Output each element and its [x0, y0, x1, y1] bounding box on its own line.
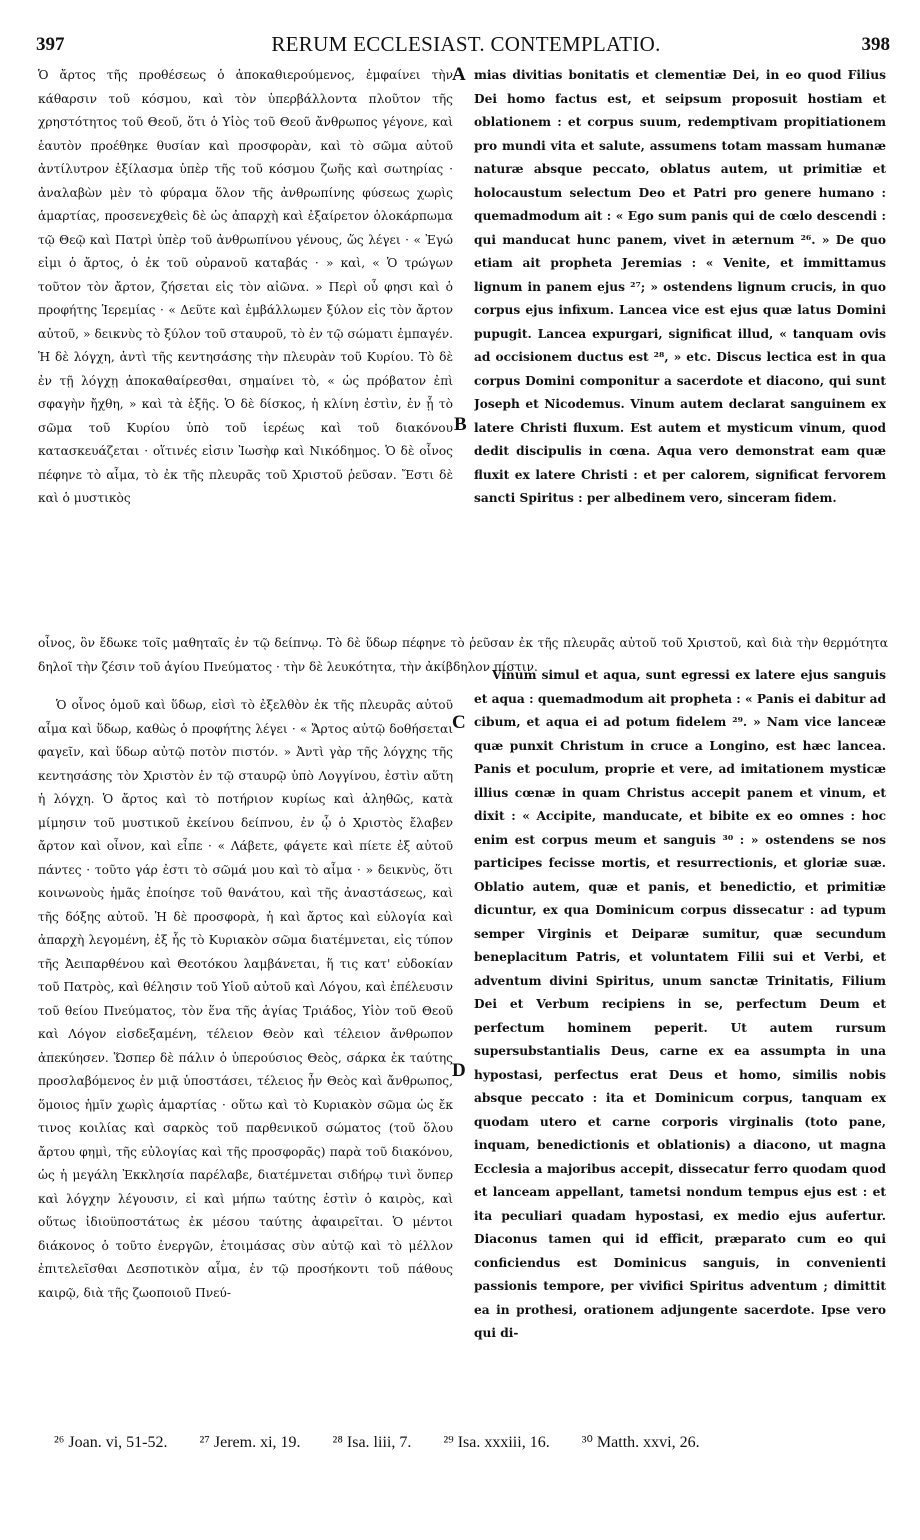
margin-marker-b: B	[454, 414, 467, 435]
footnote-29: ²⁹ Isa. xxxiii, 16.	[443, 1434, 550, 1451]
margin-marker-a: A	[452, 64, 466, 85]
footnote-28: ²⁸ Isa. liii, 7.	[332, 1434, 412, 1451]
latin-paragraph-2: Vinum simul et aqua, sunt egressi ex latere ejus sanguis et aqua : quemadmodum ait propheta : « Panis ei dabitur ad cibum, et aqua ei ad potum fidelem ²⁹. » Nam vice lanceæ quæ punxit Christum in cruce a Longino, est hæc lancea. Panis et poculum, proprie et vere, ad imitationem mysticæ illius cœnæ in quam Christus accepit panem et vinum, et dixit : « Accipite, manducate, et bibite ex eo omnes : hoc enim est corpus meum et sanguis ³⁰ : » ostendens se nos participes fecisse mortis, et resurrectionis, et gloriæ suæ. Oblatio autem, quæ et panis, et benedictio, et primitiæ dicuntur, ex qua Dominicum corpus dissecatur : ad typum semper Virginis et Deiparæ sumitur, quæ secundum beneplacitum Patris, et voluntatem Filii sui et Verbi, et adventum divini Spiritus, unum sanctæ Trinitatis, Filium Dei et Verbum recipiens in se, perfectum Deum et perfectum hominem peperit. Ut autem rursum supersubstantialis Deus, carne ex ea assumpta in una hypostasi, perfectus erat Deus et homo, similis nobis absque peccato : ita et Dominicum corpus, tanquam ex quodam utero et carne corporis virginalis (toto pane, inquam, benedictionis et oblationis) a diacono, ut magna Ecclesia a majoribus accepit, dissecatur ferro quodam quod et lanceam appellant, tametsi nondum tempus ejus est : et ita peculiari quadam hypostasi, ex medio ejus aufertur. Diaconus tamen qui id efficit, præparato cum eo qui conficiendus est Dominicus sanguis, in convenienti passionis tempore, per vivifici Spiritus adventum ; dimittit ea in prothesi, orationem adjungente sacerdote. Ipse vero qui di-	[474, 668, 886, 1340]
footnote-26: ²⁶ Joan. vi, 51-52.	[54, 1434, 168, 1451]
greek-paragraph-2: Ὁ οἶνος ὁμοῦ καὶ ὕδωρ, εἰσὶ τὸ ἐξελθὸν ἐκ τῆς πλευρᾶς αὐτοῦ αἷμα καὶ ὕδωρ, καθὼς ὁ προφήτης λέγει · « Ἄρτος αὐτῷ δοθήσεται φαγεῖν, καὶ ὕδωρ αὐτῷ ποτὸν πιστόν. » Ἀντὶ γὰρ τῆς λόγχης τῆς κεντησάσης τὸν Χριστὸν ἐν τῷ σταυρῷ ὑπὸ Λογγίνου, ἐστὶν αὕτη ἡ λόγχη. Ὁ ἄρτος καὶ τὸ ποτήριον κυρίως καὶ ἀληθῶς, κατὰ μίμησιν τοῦ μυστικοῦ ἐκείνου δείπνου, ἐν ᾧ ὁ Χριστὸς ἔλαβεν ἄρτον καὶ οἶνον, καὶ εἶπε · « Λάβετε, φάγετε καὶ πίετε ἐξ αὐτοῦ πάντες · τοῦτο γάρ ἐστι τὸ σῶμά μου καὶ τὸ αἷμα · » δεικνὺς, ὅτι κοινωνοὺς ἡμᾶς ἐποίησε τοῦ θανάτου, καὶ τῆς ἀναστάσεως, καὶ τῆς δόξης αὐτοῦ. Ἡ δὲ προσφορὰ, ἡ καὶ ἄρτος καὶ εὐλογία καὶ ἀπαρχὴ λεγομένη, ἐξ ἧς τὸ Κυριακὸν σῶμα διατέμνεται, εἰς τύπον τῆς Ἀειπαρθένου καὶ Θεοτόκου λαμβάνεται, ἥ τις κατ' εὐδοκίαν τοῦ Πατρὸς, καὶ θέλησιν τοῦ Υἱοῦ αὐτοῦ καὶ Λόγου, καὶ ἐπέλευσιν τοῦ θείου Πνεύματος, τὸν ἕνα τῆς ἁγίας Τριάδος, Υἱὸν τοῦ Θεοῦ καὶ Λόγον εἰσδεξαμένη, τέλειον Θεὸν καὶ τέλειον ἄνθρωπον ἀπεκύησεν. Ὥσπερ δὲ πάλιν ὁ ὑπερούσιος Θεὸς, σάρκα ἐκ ταύτης προσλαβόμενος ἐν μιᾷ ὑποστάσει, τέλειος ἦν Θεὸς καὶ ἄνθρωπος, ὅμοιος ἡμῖν χωρὶς ἁμαρτίας · οὕτω καὶ τὸ Κυριακὸν σῶμα ὡς ἔκ τινος κοιλίας καὶ σαρκὸς τοῦ παρθενικοῦ σώματος (τοῦ ὅλου ἄρτου φημὶ, τῆς εὐλογίας καὶ τῆς προσφορᾶς) παρὰ τοῦ διακόνου, ὡς ἡ μεγάλη Ἐκκλησία παρέλαβε, διατέμνεται σιδήρῳ τινὶ ὅνπερ καὶ λόγχην λέγουσιν, εἰ καὶ μήπω ταύτης ἐστὶν ὁ καιρὸς, καὶ οὕτως ἰδιοϋποστάτως ἐκ μέσου ταύτης ἀφαιρεῖται. Ὁ μέντοι διάκονος ὁ τοῦτο ἐνεργῶν, ἑτοιμάσας σὺν αὐτῷ καὶ τὸ μέλλον ἐπιτελεῖσθαι Δεσποτικὸν αἷμα, ἐν τῷ προσήκοντι τοῦ πάθους καιρῷ, διὰ τῆς ζωοποιοῦ Πνεύ-	[38, 698, 453, 1300]
latin-column-top	[474, 64, 886, 632]
page-number-left: 397	[36, 34, 65, 55]
greek-column-bottom	[38, 686, 453, 1414]
margin-marker-d: D	[452, 1060, 466, 1081]
page-header	[36, 30, 890, 62]
footnote-30: ³⁰ Matth. xxvi, 26.	[581, 1434, 700, 1451]
greek-paragraph-1: Ὁ ἄρτος τῆς προθέσεως ὁ ἀποκαθιερούμενος, ἐμφαίνει τὴν κάθαρσιν τοῦ κόσμου, καὶ τὸν ὑπερβάλλοντα πλοῦτον τῆς χρηστότητος τοῦ Θεοῦ, ὅτι ὁ Υἱὸς τοῦ Θεοῦ ἄνθρωπος γέγονε, καὶ ἑαυτὸν προέθηκε θυσίαν καὶ προσφορὰν, καὶ τὸ σῶμα αὐτοῦ ἀντίλυτρον ἐξίλασμα ὑπὲρ τῆς τοῦ κόσμου ζωῆς καὶ σωτηρίας · ἀναλαβὼν μὲν τὸ φύραμα ὅλον τῆς ἀνθρωπίνης φύσεως χωρὶς ἁμαρτίας, προσενεχθεὶς δὲ ὡς ἀπαρχὴ καὶ ἐξαίρετον ὁλοκάρπωμα τῷ Θεῷ καὶ Πατρὶ ὑπὲρ τοῦ ἀνθρωπίνου γένους, ὥς λέγει · « Ἐγώ εἰμι ὁ ἄρτος, ὁ ἐκ τοῦ οὐρανοῦ καταβάς · » καὶ, « Ὁ τρώγων τοῦτον τὸν ἄρτον, ζήσεται εἰς τὸν αἰῶνα. » Περὶ οὗ φησι καὶ ὁ προφήτης Ἱερεμίας · « Δεῦτε καὶ ἐμβάλλωμεν ξύλον εἰς τὸν ἄρτον αὐτοῦ, » δεικνὺς τὸ ξύλον τοῦ σταυροῦ, τὸ ἐν τῷ σώματι ἐμπαγέν. Ἡ δὲ λόγχη, ἀντὶ τῆς κεντησάσης τὴν πλευρὰν τοῦ Κυρίου. Τὸ δὲ ἐν τῇ λόγχῃ ἀποκαθαίρεσθαι, σημαίνει τὸ, « ὡς πρόβατον ἐπὶ σφαγὴν ἤχθη, » καὶ τὰ ἑξῆς. Ὁ δὲ δίσκος, ἡ κλίνη ἐστὶν, ἐν ᾗ τὸ σῶμα τοῦ Κυρίου ὑπὸ τοῦ ἱερέως καὶ τοῦ διακόνου κατασκευάζεται · οἵτινές εἰσιν Ἰωσὴφ καὶ Νικόδημος. Ὁ δὲ οἶνος πέφηνε τὸ αἷμα, τὸ ἐκ τῆς πλευρᾶς τοῦ Χριστοῦ ῥεῦσαν. Ἔστι δὲ καὶ ὁ μυστικὸς	[38, 68, 453, 505]
running-title: RERUM ECCLESIAST. CONTEMPLATIO.	[271, 32, 661, 56]
footnote-27: ²⁷ Jerem. xi, 19.	[199, 1434, 301, 1451]
greek-spanning-text: οἶνος, ὃν ἔδωκε τοῖς μαθηταῖς ἐν τῷ δείπνῳ. Τὸ δὲ ὕδωρ πέφηνε τὸ ῥεῦσαν ἐκ τῆς πλευρᾶς αὐτοῦ τοῦ Χριστοῦ, καὶ διὰ τὴν θερμότητα δηλοῖ τὴν ζέσιν τοῦ ἁγίου Πνεύματος · τὴν δὲ λευκότητα, τὴν ἀκίβδηλον πίστιν.	[38, 636, 888, 674]
margin-marker-c: C	[452, 712, 466, 733]
greek-column-top	[38, 64, 453, 632]
footnotes	[54, 1432, 854, 1452]
latin-paragraph-1: mias divitias bonitatis et clementiæ Dei, in eo quod Filius Dei homo factus est, et seipsum proposuit hostiam et oblationem : et corpus suum, redemptivam propitiationem pro mundi vita et salute, assumens totam massam humanæ naturæ absque peccato, oblatus autem, ut primitiæ et holocaustum selectum Deo et Patri pro genere humano : quemadmodum ait : « Ego sum panis qui de cœlo descendi : qui manducat hunc panem, vivet in æternum ²⁶. » De quo etiam ait propheta Jeremias : « Venite, et immittamus lignum in panem ejus ²⁷; » ostendens lignum crucis, in quo corpus ejus infixum. Lancea vice est ejus quæ latus Domini pupugit. Lancea expurgari, significat illud, « tanquam ovis ad occisionem ductus est ²⁸, » etc. Discus lectica est in qua corpus Domini componitur a sacerdote et diacono, qui sunt Joseph et Nicodemus. Vinum autem declarat sanguinem ex latere Christi fluxum. Est autem et mysticum vinum, quod dedit discipulis in cœna. Aqua vero demonstrat eam quæ fluxit ex latere Christi : et per calorem, significat fervorem sancti Spiritus : per albedinem vero, sinceram fidem.	[474, 68, 886, 505]
page-number-right: 398	[861, 34, 890, 55]
latin-column-bottom	[474, 656, 886, 1414]
